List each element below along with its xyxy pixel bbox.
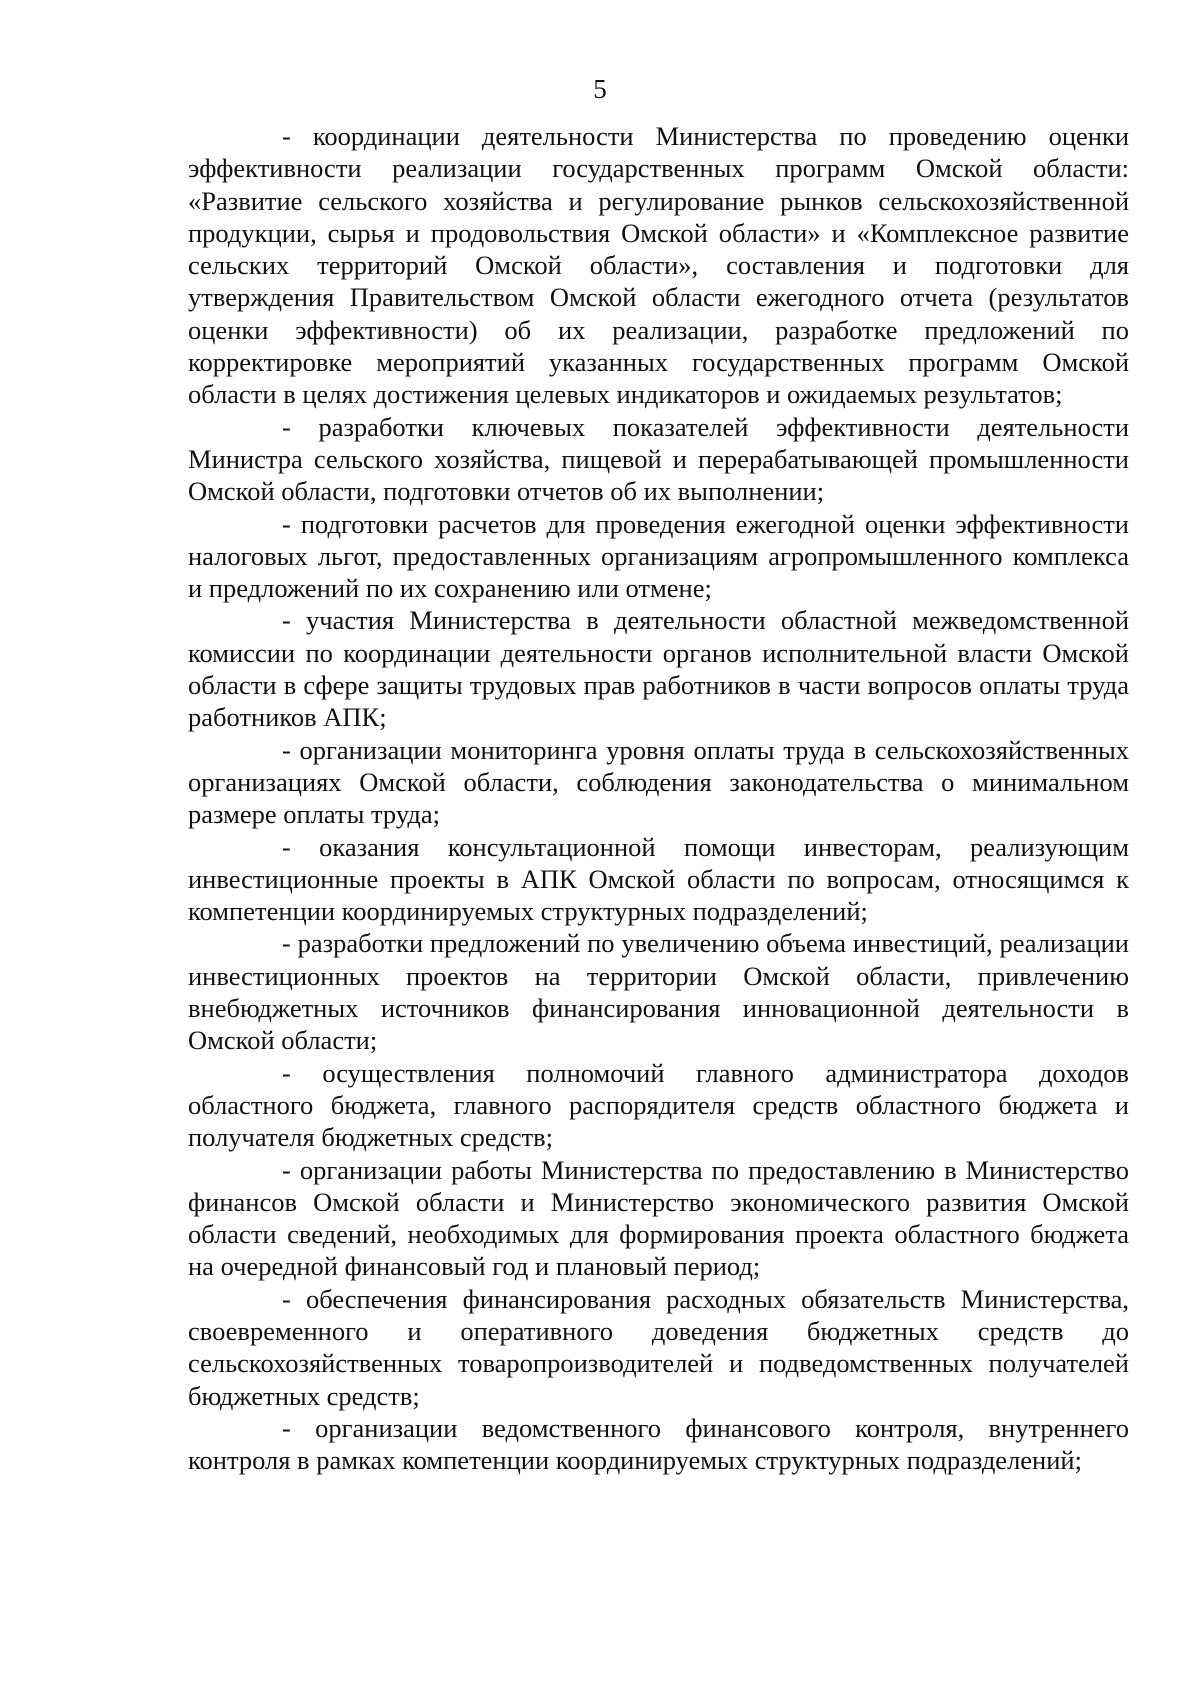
paragraph-tax-benefits: - подготовки расчетов для проведения ежегодной оценки эффективности налоговых льгот, предоставленных организациям агропромышленного комплекса и предложений по их сохранению или отмене; <box>188 508 1129 604</box>
document-body <box>188 120 1129 1476</box>
paragraph-investor-consulting: - оказания консультационной помощи инвесторам, реализующим инвестиционные проекты в АПК Омской области по вопросам, относящимся к компетенции координируемых структурных подразделений; <box>188 831 1129 927</box>
paragraph-financing-obligations: - обеспечения финансирования расходных обязательств Министерства, своевременного и оперативного доведения бюджетных средств до сельскохозяйственных товаропроизводителей и подведомственных получателей бюджетных средств; <box>188 1283 1129 1411</box>
paragraph-interagency-commission: - участия Министерства в деятельности областной межведомственной комиссии по координации деятельности органов исполнительной власти Омской области в сфере защиты трудовых прав работников в части вопросов оплаты труда работников АПК; <box>188 605 1129 733</box>
paragraph-kpi-development: - разработки ключевых показателей эффективности деятельности Министра сельского хозяйства, пищевой и перерабатывающей промышленности Омской области, подготовки отчетов об их выполнении; <box>188 411 1129 507</box>
paragraph-coordination-evaluation: - координации деятельности Министерства по проведению оценки эффективности реализации государственных программ Омской области: «Развитие сельского хозяйства и регулирование рынков сельскохозяйственной продукции, сырья и продовольствия Омской области» и «Комплексное развитие сельских территорий Омской области», составления и подготовки для утверждения Правительством Омской области ежегодного отчета (результатов оценки эффективности) об их реализации, разработке предложений по корректировке мероприятий указанных государственных программ Омской области в целях достижения целевых индикаторов и ожидаемых результатов; <box>188 121 1129 410</box>
paragraph-investment-proposals: - разработки предложений по увеличению объема инвестиций, реализации инвестиционных проектов на территории Омской области, привлечению внебюджетных источников финансирования инновационной деятельности в Омской области; <box>188 928 1129 1056</box>
page-number: 5 <box>593 74 607 104</box>
paragraph-financial-control: - организации ведомственного финансового контроля, внутреннего контроля в рамках компетенции координируемых структурных подразделений; <box>188 1412 1129 1476</box>
paragraph-budget-information: - организации работы Министерства по предоставлению в Министерство финансов Омской области и Министерство экономического развития Омской области сведений, необходимых для формирования проекта областного бюджета на очередной финансовый год и плановый период; <box>188 1154 1129 1282</box>
paragraph-wage-monitoring: - организации мониторинга уровня оплаты труда в сельскохозяйственных организациях Омской области, соблюдения законодательства о минимальном размере оплаты труда; <box>188 734 1129 830</box>
paragraph-budget-administration: - осуществления полномочий главного администратора доходов областного бюджета, главного распорядителя средств областного бюджета и получателя бюджетных средств; <box>188 1057 1129 1153</box>
